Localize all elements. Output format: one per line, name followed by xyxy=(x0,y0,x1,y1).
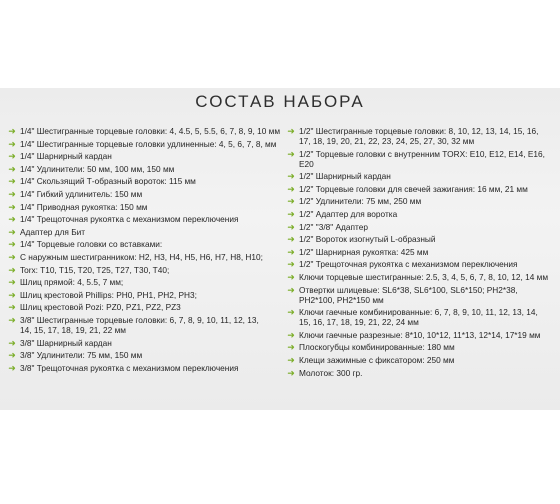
list-item-text: 1/4" Шарнирный кардан xyxy=(20,151,112,162)
list-item-text: Клещи зажимные с фиксатором: 250 мм xyxy=(299,354,455,365)
list-item xyxy=(6,189,288,199)
arrow-right-icon: ➜ xyxy=(8,188,16,199)
list-item xyxy=(285,342,557,352)
arrow-right-icon: ➜ xyxy=(287,354,295,365)
list-item-text: Плоскогубцы комбинированные: 180 мм xyxy=(299,342,455,353)
arrow-right-icon: ➜ xyxy=(287,126,295,136)
arrow-right-icon: ➜ xyxy=(287,183,295,194)
list-item xyxy=(6,202,288,212)
list-item-text: 1/4" Гибкий удлинитель: 150 мм xyxy=(20,188,143,199)
arrow-right-icon: ➜ xyxy=(287,171,295,182)
list-item-text: 1/2" Адаптер для воротка xyxy=(299,208,398,219)
arrow-right-icon: ➜ xyxy=(287,307,295,318)
list-item-text: 1/4" Удлинители: 50 мм, 100 мм, 150 мм xyxy=(20,163,175,174)
right-column xyxy=(285,126,557,380)
list-item xyxy=(6,151,288,161)
list-item xyxy=(6,252,288,262)
arrow-right-icon: ➜ xyxy=(287,329,295,340)
arrow-right-icon: ➜ xyxy=(8,151,16,162)
arrow-right-icon: ➜ xyxy=(8,314,16,325)
arrow-right-icon: ➜ xyxy=(8,362,16,373)
arrow-right-icon: ➜ xyxy=(287,259,295,270)
arrow-right-icon: ➜ xyxy=(8,302,16,313)
list-item-text: 1/2" Шарнирный кардан xyxy=(299,171,391,182)
list-item-text: Ключи гаечные разрезные: 8*10, 10*12, 11*13, 12*14, 17*19 мм xyxy=(299,329,541,340)
list-item xyxy=(6,139,288,149)
arrow-right-icon: ➜ xyxy=(8,126,16,136)
list-item xyxy=(285,149,557,169)
kit-contents-panel xyxy=(0,88,560,410)
arrow-right-icon: ➜ xyxy=(287,342,295,353)
list-item xyxy=(6,176,288,186)
arrow-right-icon: ➜ xyxy=(8,138,16,149)
list-item-text: 1/4" Приводная рукоятка: 150 мм xyxy=(20,201,148,212)
list-item-text: 1/4" Торцевые головки со вставками: xyxy=(20,239,163,250)
list-item-text: 1/2" Торцевые головки для свечей зажигания: 16 мм, 21 мм xyxy=(299,183,528,194)
list-item-text: 3/8" Шарнирный кардан xyxy=(20,337,112,348)
list-item xyxy=(6,338,288,348)
list-item-text: 1/4" Шестигранные торцевые головки удлиненные: 4, 5, 6, 7, 8, мм xyxy=(20,138,277,149)
list-item xyxy=(285,196,557,206)
list-item xyxy=(6,164,288,174)
list-item xyxy=(285,330,557,340)
arrow-right-icon: ➜ xyxy=(8,289,16,300)
arrow-right-icon: ➜ xyxy=(287,271,295,282)
list-item xyxy=(6,290,288,300)
left-column xyxy=(6,126,288,375)
arrow-right-icon: ➜ xyxy=(287,196,295,207)
list-item xyxy=(285,247,557,257)
list-item-text: Шлиц прямой: 4, 5.5, 7 мм; xyxy=(20,277,124,288)
list-item xyxy=(285,368,557,378)
list-item xyxy=(6,265,288,275)
list-item-text: Молоток: 300 гр. xyxy=(299,367,363,378)
list-item-text: Torx: T10, T15, T20, T25, T27, T30, T40; xyxy=(20,264,170,275)
list-item-text: 3/8" Трещоточная рукоятка с механизмом переключения xyxy=(20,362,239,373)
list-item-text: 1/2" Трещоточная рукоятка с механизмом переключения xyxy=(299,259,518,270)
list-item xyxy=(285,259,557,269)
arrow-right-icon: ➜ xyxy=(8,239,16,250)
arrow-right-icon: ➜ xyxy=(8,264,16,275)
list-item-text: 1/2" Вороток изогнутый L-образный xyxy=(299,234,436,245)
list-item xyxy=(285,184,557,194)
list-item xyxy=(6,214,288,224)
list-item-text: 1/4" Трещоточная рукоятка с механизмом переключения xyxy=(20,214,239,225)
list-item-text: 3/8" Шестигранные торцевые головки: 6, 7, 8, 9, 10, 11, 12, 13, 14, 15, 17, 18, 19, 21, 22 мм xyxy=(20,314,259,335)
arrow-right-icon: ➜ xyxy=(287,246,295,257)
list-item xyxy=(6,363,288,373)
list-item-text: 1/2" Шестигранные торцевые головки: 8, 10, 12, 13, 14, 15, 16, 17, 18, 19, 20, 21, 22, 23, 24, 25, 27, 30, 32 мм xyxy=(299,126,539,146)
arrow-right-icon: ➜ xyxy=(8,251,16,262)
arrow-right-icon: ➜ xyxy=(287,284,295,295)
list-item xyxy=(285,285,557,305)
list-item xyxy=(6,227,288,237)
arrow-right-icon: ➜ xyxy=(8,176,16,187)
list-item-text: 1/2" Удлинители: 75 мм, 250 мм xyxy=(299,196,422,207)
list-item xyxy=(6,302,288,312)
arrow-right-icon: ➜ xyxy=(8,277,16,288)
list-item-text: 1/2" Шарнирная рукоятка: 425 мм xyxy=(299,246,429,257)
arrow-right-icon: ➜ xyxy=(8,163,16,174)
arrow-right-icon: ➜ xyxy=(287,148,295,159)
section-title: СОСТАВ НАБОРА xyxy=(195,92,365,111)
arrow-right-icon: ➜ xyxy=(8,201,16,212)
list-item xyxy=(285,355,557,365)
list-item-text: Адаптер для Бит xyxy=(20,226,86,237)
list-item-text: 1/4" Шестигранные торцевые головки: 4, 4.5, 5, 5.5, 6, 7, 8, 9, 10 мм xyxy=(20,126,281,136)
list-item-text: Ключи торцевые шестигранные: 2.5, 3, 4, 5, 6, 7, 8, 10, 12, 14 мм xyxy=(299,271,549,282)
list-item-text: С наружным шестигранником: H2, H3, H4, H5, H6, H7, H8, H10; xyxy=(20,251,263,262)
list-item-text: 1/4" Скользящий Т-образный вороток: 115 мм xyxy=(20,176,196,187)
arrow-right-icon: ➜ xyxy=(287,208,295,219)
list-item xyxy=(285,307,557,327)
list-item-text: Шлиц крестовой Phillips: PH0, PH1, PH2, PH3; xyxy=(20,289,197,300)
list-item-text: 1/2" Торцевые головки с внутренним TORX: E10, E12, E14, E16, E20 xyxy=(299,148,548,169)
arrow-right-icon: ➜ xyxy=(8,350,16,361)
arrow-right-icon: ➜ xyxy=(8,337,16,348)
list-item xyxy=(6,277,288,287)
list-item xyxy=(6,315,288,335)
list-item xyxy=(285,171,557,181)
arrow-right-icon: ➜ xyxy=(287,367,295,378)
arrow-right-icon: ➜ xyxy=(287,221,295,232)
list-item xyxy=(285,272,557,282)
list-item-text: Шлиц крестовой Pozi: PZ0, PZ1, PZ2, PZ3 xyxy=(20,302,181,313)
list-item xyxy=(285,222,557,232)
list-item-text: Ключи гаечные комбинированные: 6, 7, 8, 9, 10, 11, 12, 13, 14, 15, 16, 17, 18, 19, 21, 22, 24 мм xyxy=(299,307,538,328)
list-item xyxy=(6,126,288,136)
list-item-text: Отвертки шлицевые: SL6*38, SL6*100, SL6*150; PH2*38, PH2*100, PH2*150 мм xyxy=(299,284,518,305)
list-item-text: 1/2" "3/8" Адаптер xyxy=(299,221,368,232)
list-item xyxy=(6,239,288,249)
list-item xyxy=(285,126,557,146)
arrow-right-icon: ➜ xyxy=(287,234,295,245)
arrow-right-icon: ➜ xyxy=(8,226,16,237)
list-item xyxy=(285,209,557,219)
list-item-text: 3/8" Удлинители: 75 мм, 150 мм xyxy=(20,350,143,361)
arrow-right-icon: ➜ xyxy=(8,214,16,225)
list-item xyxy=(6,350,288,360)
list-item xyxy=(285,234,557,244)
